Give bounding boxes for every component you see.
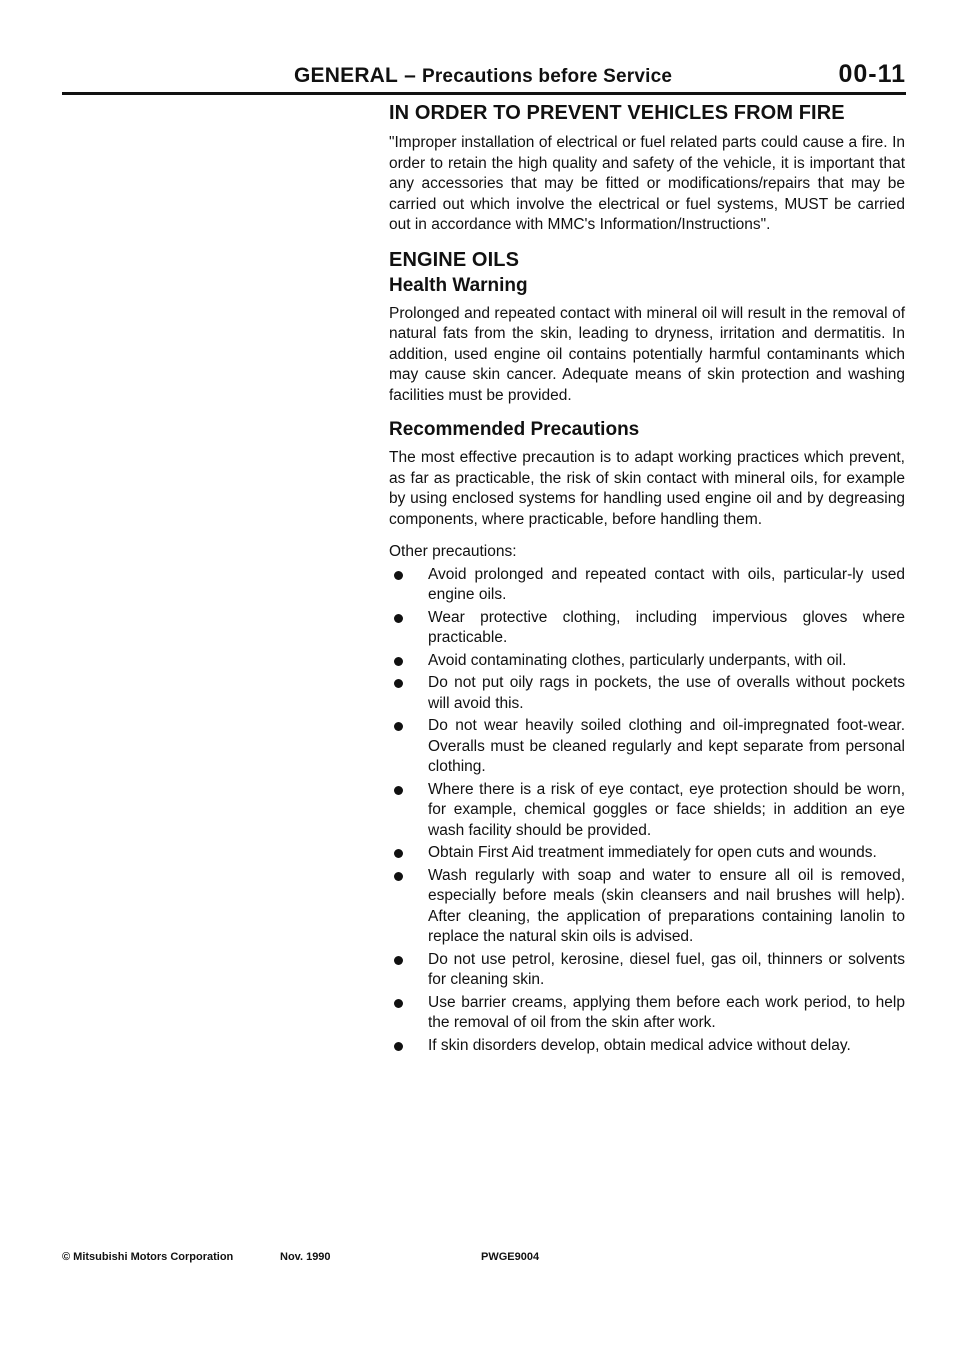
list-item bbox=[389, 565, 905, 606]
list-item-text: Where there is a risk of eye contact, eye protection should be worn, for example, chemical goggles or face shields; in addition an eye wash facility should be provided. bbox=[428, 780, 905, 839]
bullet-icon bbox=[394, 657, 403, 666]
bullet-icon bbox=[394, 1042, 403, 1051]
list-item-text: If skin disorders develop, obtain medical advice without delay. bbox=[428, 1036, 851, 1054]
list-item bbox=[389, 716, 905, 778]
fire-paragraph: "Improper installation of electrical or fuel related parts could cause a fire. In order to retain the high quality and safety of the vehicle, it is important that any accessories that may be fitted or modifications/repairs that may be carried out which involve the electrical or fuel systems, MUST be carried out in accordance with MMC's Information/Instructions". bbox=[389, 134, 905, 233]
header-section: GENERAL bbox=[294, 64, 399, 87]
list-item bbox=[389, 651, 905, 672]
list-item bbox=[389, 993, 905, 1034]
main-content bbox=[389, 101, 905, 1058]
list-item bbox=[389, 950, 905, 991]
bullet-icon bbox=[394, 786, 403, 795]
engine-oils-heading: ENGINE OILS bbox=[389, 248, 520, 271]
list-item-text: Do not put oily rags in pockets, the use of overalls without pockets will avoid this. bbox=[428, 674, 905, 712]
footer-date: Nov. 1990 bbox=[280, 1251, 331, 1263]
bullet-icon bbox=[394, 956, 403, 965]
precautions-list bbox=[389, 565, 905, 1057]
bullet-icon bbox=[394, 571, 403, 580]
list-item-text: Wash regularly with soap and water to ensure all oil is removed, especially before meals (skin cleansers and nail brushes will help). After cleaning, the application of preparations containing lanolin to replace the natural skin oils is advised. bbox=[428, 866, 905, 945]
recommended-precautions-paragraph: The most effective precaution is to adapt working practices which prevent, as far as practicable, the risk of skin contact with mineral oils, for example by using enclosed systems for handling used engine oil and by degreasing components, where practicable, before handling them. bbox=[389, 449, 905, 528]
header-title bbox=[294, 64, 672, 88]
health-warning-paragraph: Prolonged and repeated contact with mineral oil will result in the removal of natural fats from the skin, leading to dryness, irritation and dermatitis. In addition, used engine oil contains potentially harmful contaminants which may cause skin cancer. Adequate means of skin protection and washing facilities must be provided. bbox=[389, 304, 905, 404]
health-warning-heading: Health Warning bbox=[389, 274, 528, 296]
bullet-icon bbox=[394, 999, 403, 1008]
header-separator: – bbox=[404, 64, 416, 87]
list-item-text: Use barrier creams, applying them before each work period, to help the removal of oil from the skin after work. bbox=[428, 993, 905, 1031]
list-item bbox=[389, 1036, 905, 1057]
footer-copyright: © Mitsubishi Motors Corporation bbox=[62, 1251, 234, 1263]
list-item-text: Do not use petrol, kerosine, diesel fuel, gas oil, thinners or solvents for cleaning skin. bbox=[428, 950, 905, 988]
fire-heading: IN ORDER TO PREVENT VEHICLES FROM FIRE bbox=[389, 102, 845, 124]
footer-document-code: PWGE9004 bbox=[481, 1251, 540, 1263]
page-footer bbox=[62, 1251, 906, 1271]
list-item-text: Do not wear heavily soiled clothing and oil-impregnated foot-wear. Overalls must be cleaned regularly and kept separate from personal clothing. bbox=[428, 717, 905, 775]
other-precautions-label: Other precautions: bbox=[389, 543, 517, 560]
header-subtitle: Precautions before Service bbox=[421, 66, 673, 87]
list-item bbox=[389, 608, 905, 649]
page-number: 00-11 bbox=[838, 60, 906, 88]
page-header bbox=[62, 58, 906, 95]
list-item bbox=[389, 673, 905, 714]
bullet-icon bbox=[394, 614, 403, 623]
list-item bbox=[389, 843, 905, 864]
recommended-precautions-heading: Recommended Precautions bbox=[389, 419, 640, 440]
list-item-text: Avoid prolonged and repeated contact with oils, particular-ly used engine oils. bbox=[428, 565, 905, 603]
bullet-icon bbox=[394, 849, 403, 858]
list-item-text: Wear protective clothing, including impervious gloves where practicable. bbox=[428, 608, 905, 646]
bullet-icon bbox=[394, 872, 403, 881]
list-item-text: Obtain First Aid treatment immediately for open cuts and wounds. bbox=[428, 844, 877, 861]
list-item bbox=[389, 780, 905, 842]
bullet-icon bbox=[394, 722, 403, 731]
list-item-text: Avoid contaminating clothes, particularly underpants, with oil. bbox=[428, 651, 847, 669]
list-item bbox=[389, 866, 905, 948]
bullet-icon bbox=[394, 679, 403, 688]
